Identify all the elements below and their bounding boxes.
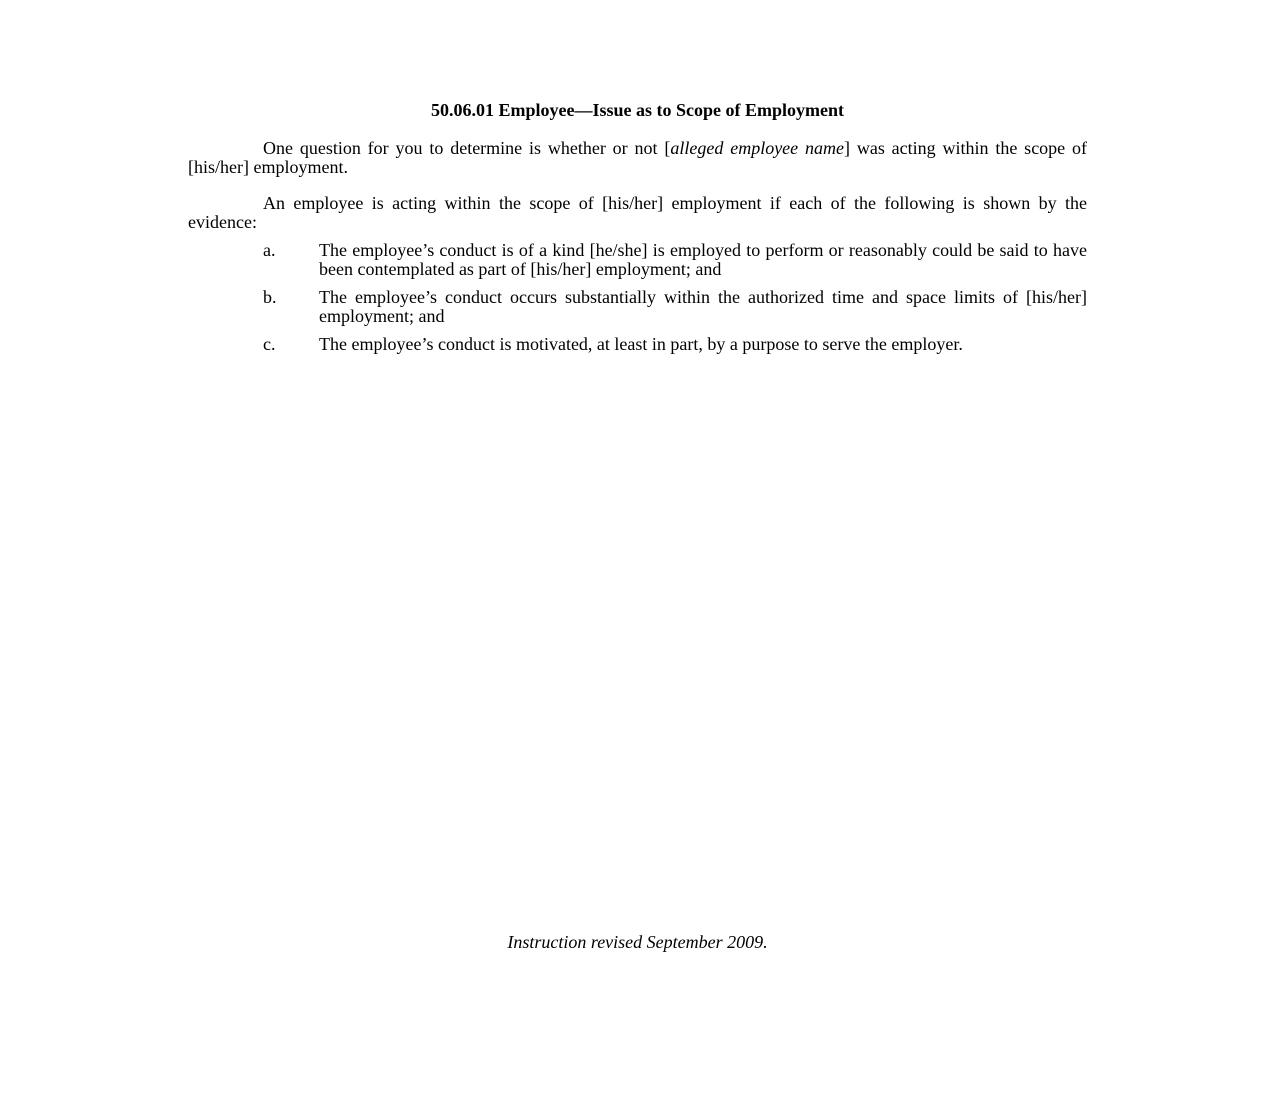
list-item: [188, 335, 1087, 354]
instruction-title: 50.06.01 Employee—Issue as to Scope of Employment: [431, 100, 844, 120]
paragraph-text: ] was acting within the scope of [his/her] employment.: [188, 138, 1088, 177]
placeholder-employee-name: alleged employee name: [670, 138, 844, 158]
list-item-label: a.: [263, 240, 276, 260]
list-item-text: The employee’s conduct is of a kind [he/she] is employed to perform or reasonably could be said to have been contemplated as part of [his/her] employment; and: [319, 240, 1087, 279]
list-item-text: The employee’s conduct is motivated, at least in part, by a purpose to serve the employer.: [319, 334, 963, 354]
list-item-label: b.: [263, 287, 277, 307]
list-item: [188, 288, 1087, 326]
paragraph-scope-question: [188, 139, 1087, 177]
list-item-text: The employee’s conduct occurs substantially within the authorized time and space limits of [his/her] employment; and: [319, 287, 1087, 326]
paragraph-text: One question for you to determine is whether or not [: [263, 138, 671, 158]
document-page: [188, 98, 1087, 363]
list-item: [188, 241, 1087, 279]
list-item-label: c.: [263, 334, 276, 354]
revision-note: Instruction revised September 2009.: [507, 932, 768, 952]
paragraph-scope-definition: An employee is acting within the scope of [his/her] employment if each of the following is shown by the evidence:: [188, 193, 1087, 232]
